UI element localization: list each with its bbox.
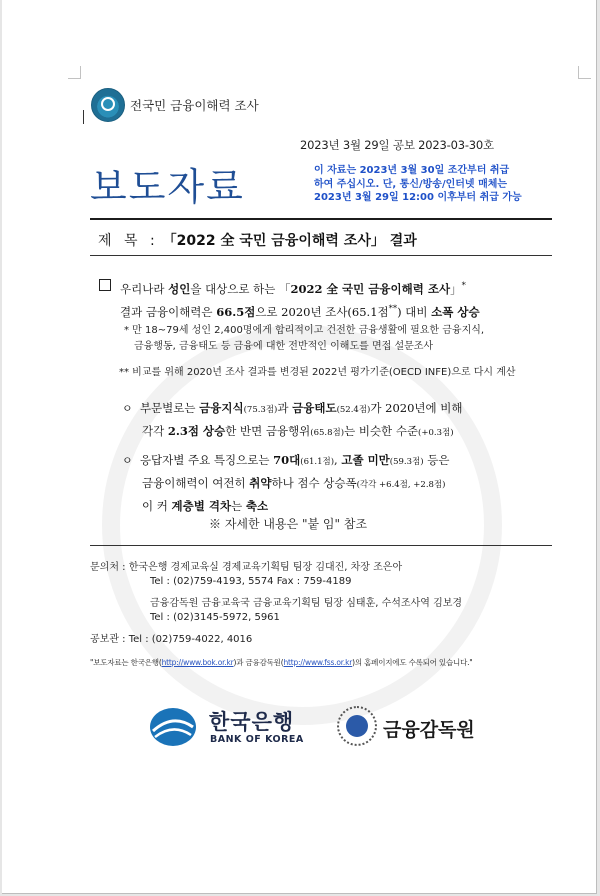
main-summary-line2: 결과 금융이해력은 66.5점으로 2020년 조사(65.1점**) 대비 소폭 상승 [120,303,480,319]
embargo-line: 2023년 3월 29일 12:00 이후부터 취급 가능 [314,192,522,203]
fss-logo-icon [337,706,377,746]
survey-name: 전국민 금융이해력 조사 [130,98,259,113]
contact-fss-tel: Tel : (02)3145-5972, 5961 [150,612,280,623]
bok-logo-icon [149,707,197,747]
contact-pr: 공보관 : Tel : (02)759-4022, 4016 [90,634,253,645]
sub-point-respondent: ㅇ 응답자별 주요 특징으로는 70대(61.1점), 고졸 미만(59.3점) 등은 금융이해력이 여전히 취약하나 점수 상승폭(각각 +6.4점, +2.8점) 이 커 계층별 격차는 축소 [122,453,450,513]
main-summary-line1: 우리나라 성인을 대상으로 하는 「2022 全 국민 금융이해력 조사」* [120,281,466,296]
contact-bok: 문의처 : 한국은행 경제교육실 경제교육기획팀 팀장 김대진, 차장 조은아 [90,562,403,573]
subject-line [98,230,417,250]
subject-title: 「2022 全 국민 금융이해력 조사」 결과 [162,233,417,249]
crop-mark-top-left [68,66,81,79]
link-fss-url[interactable]: http://www.fss.or.kr [283,658,353,667]
checkbox-bullet-icon [99,279,111,291]
reference-note: ※ 자세한 내용은 "붙 임" 참조 [209,517,368,531]
circle-bullet-icon: ㅇ [122,454,133,467]
press-release-title: 보도자료 [90,165,245,209]
footnote-1-line: * 만 18~79세 성인 2,400명에게 합리적이고 건전한 금융생활에 필요한 금융지식, [124,325,485,336]
divider-subject [90,255,552,256]
divider-contact [90,545,552,546]
divider-top [90,218,552,220]
contact-fss: 금융감독원 금융교육국 금융교육기획팀 팀장 심태훈, 수석조사역 김보경 [150,598,463,609]
sub-point-sector: ㅇ 부문별로는 금융지식(75.3점)과 금융태도(52.4점)가 2020년에 비해 각각 2.3점 상승한 반면 금융행위(65.8점)는 비슷한 수준(+0.3점) [122,401,463,438]
survey-emblem-icon [91,88,125,122]
embargo-line: 이 자료는 2023년 3월 30일 조간부터 취급 [314,165,510,176]
fss-name: 금융감독원 [383,719,475,741]
circle-bullet-icon: ㅇ [122,402,133,415]
footnote-1 [124,323,564,355]
footnote-2: ** 비교를 위해 2020년 조사 결과를 변경된 2022년 평가기준(OECD INFE)으로 다시 계산 [119,367,516,378]
main-summary [120,276,560,322]
release-date: 2023년 3월 29일 공보 2023-03-30호 [300,138,494,152]
margin-line [83,110,84,124]
subject-label: 제 목 : [98,233,159,249]
bok-name-korean: 한국은행 [209,710,295,734]
footer-note: "보도자료는 한국은행(http://www.bok.or.kr)과 금융감독원(http://www.fss.or.kr)의 홈페이지에도 수록되어 있습니다." [90,658,473,667]
embargo-notice [314,164,564,205]
crop-mark-top-right [578,66,591,79]
footnote-1-line: 금융행동, 금융태도 등 금융에 대한 전반적인 이해도를 면접 설문조사 [134,341,434,352]
embargo-line: 하여 주십시오. 단, 통신/방송/인터넷 매체는 [314,178,508,190]
contact-bok-tel: Tel : (02)759-4193, 5574 Fax : 759-4189 [150,576,352,587]
bok-name-english: BANK OF KOREA [210,734,304,745]
link-bok-url[interactable]: http://www.bok.or.kr [161,658,234,667]
document-page [2,0,597,894]
